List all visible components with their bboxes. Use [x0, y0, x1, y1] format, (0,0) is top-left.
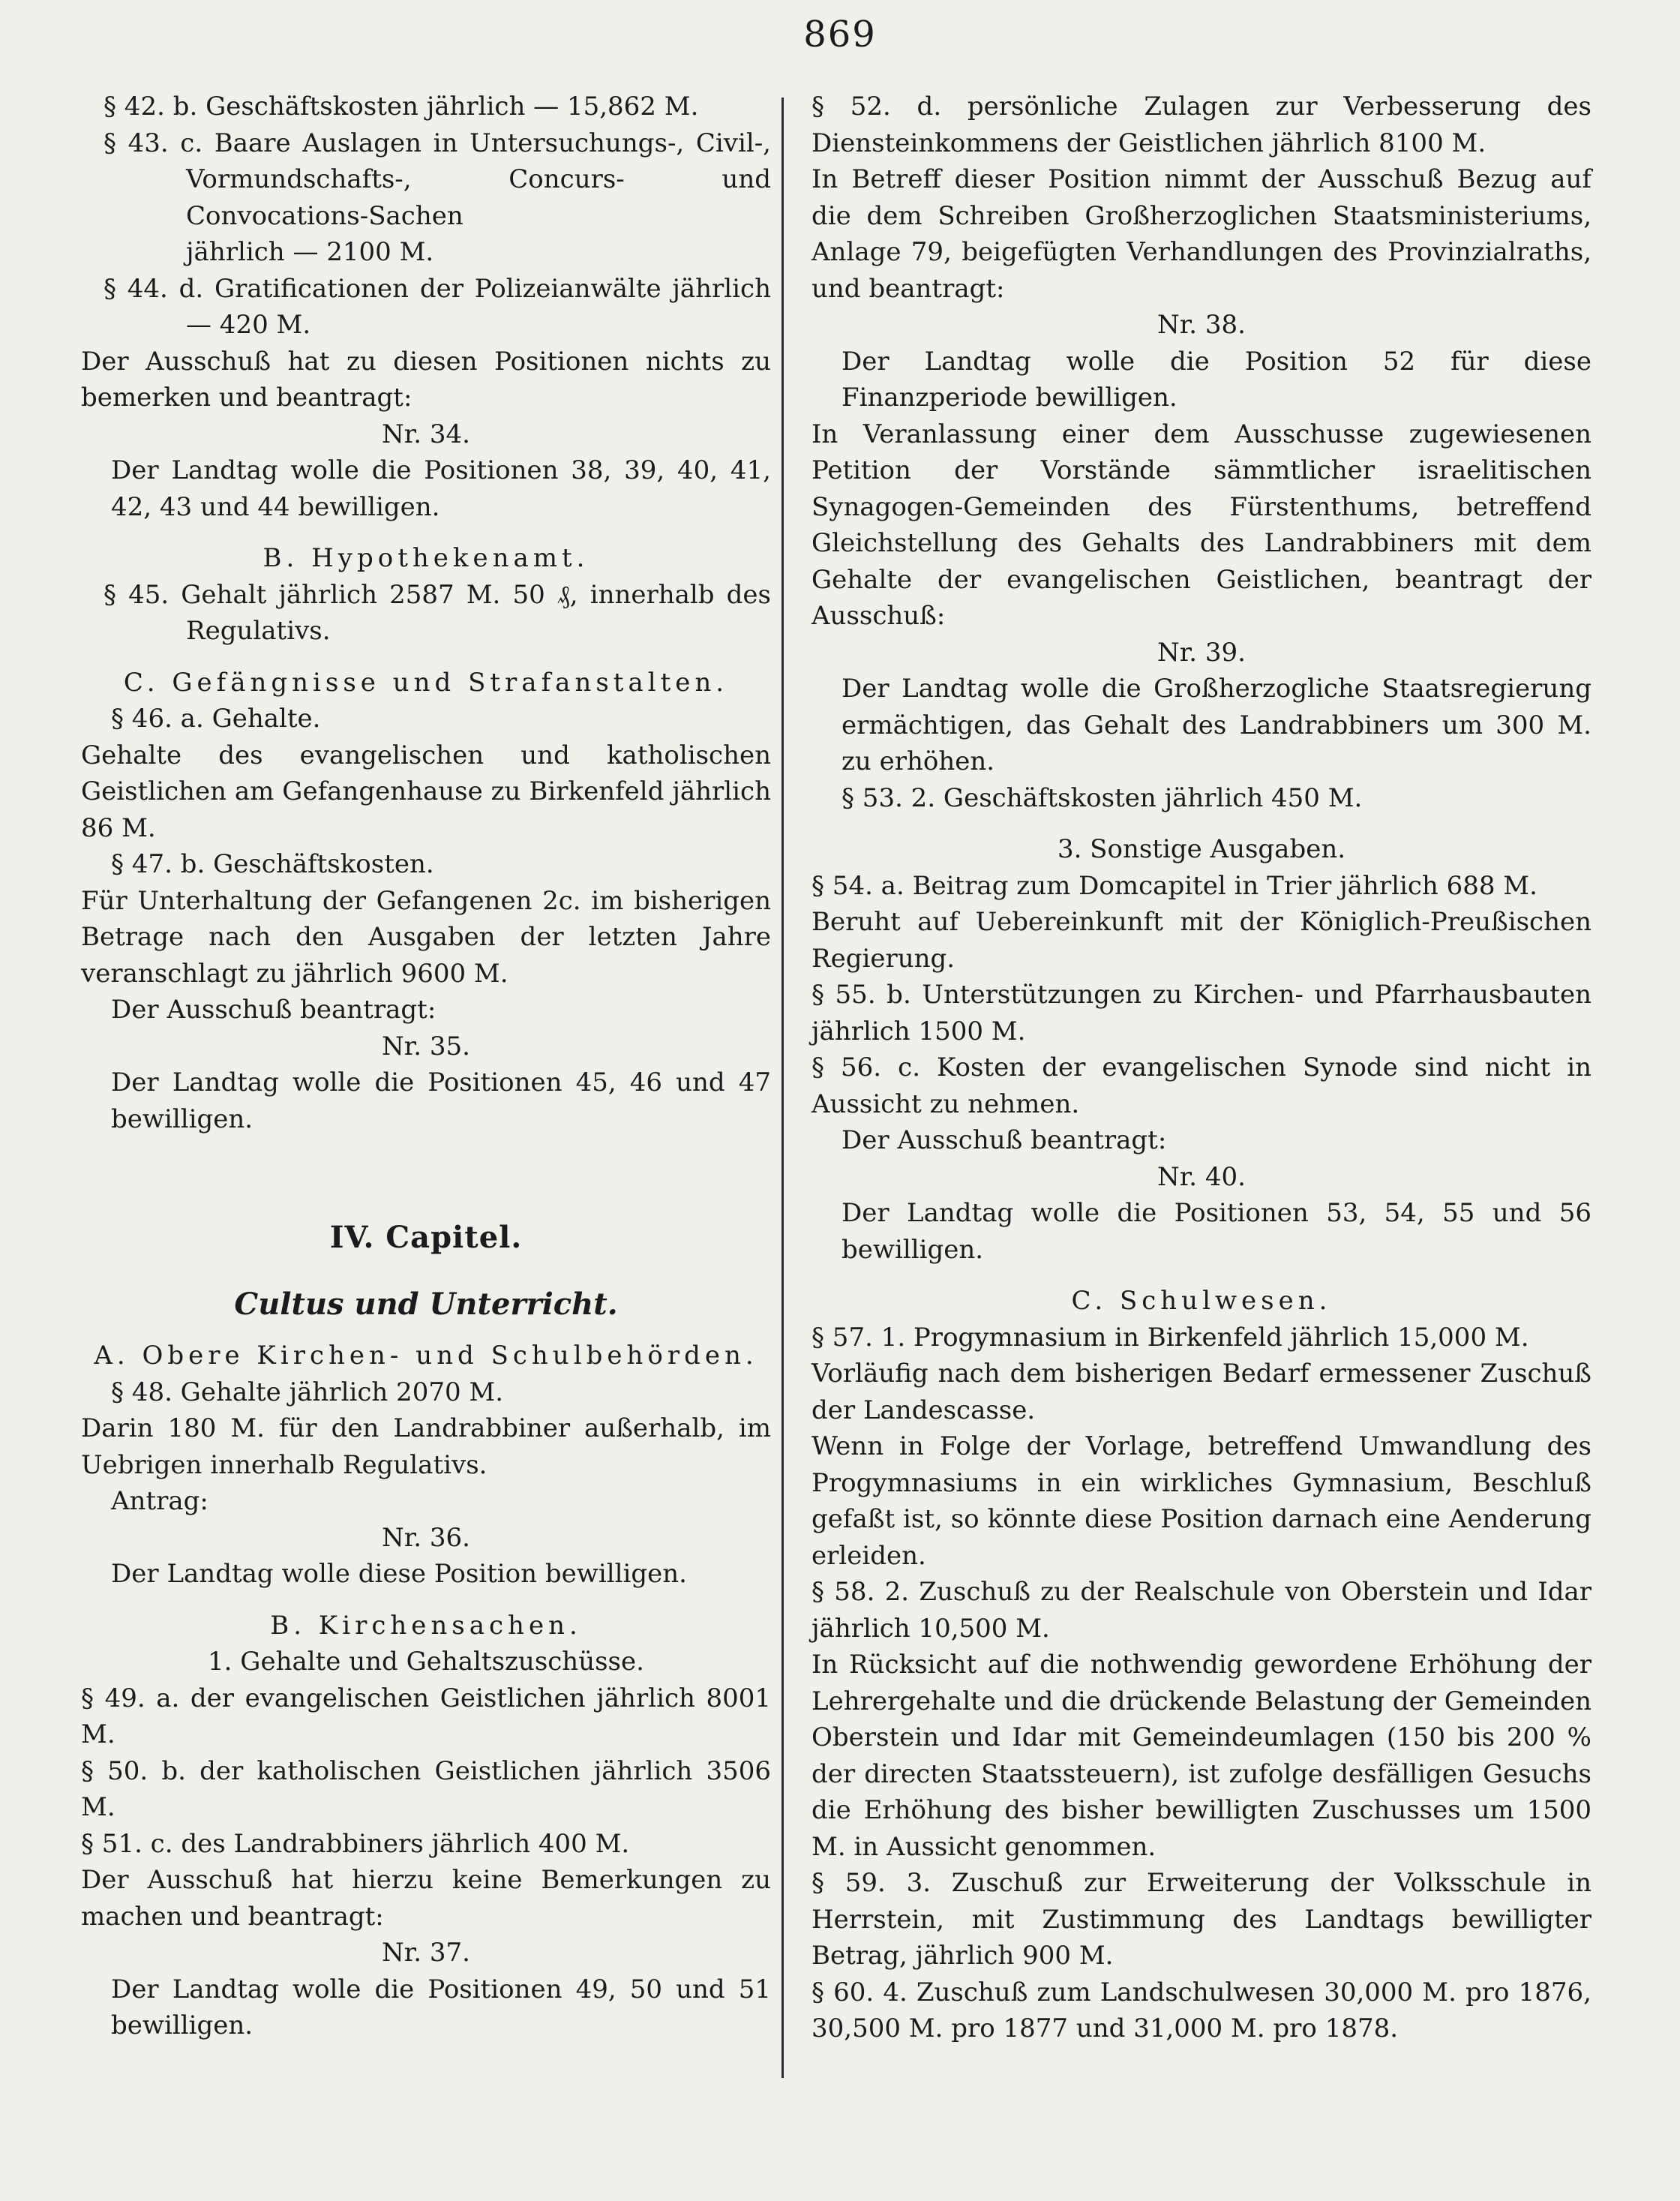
motion-number: Nr. 35. [382, 1031, 470, 1061]
paragraph: Vorläufig nach dem bisherigen Bedarf ermessener Zuschuß der Landescasse. [812, 1359, 1592, 1425]
paragraph: Darin 180 M. für den Landrabbiner außerhalb, im Uebrigen innerhalb Regulativs. [81, 1413, 771, 1480]
chapter-title: IV. Capitel. [329, 1220, 523, 1255]
paragraph: § 56. c. Kosten der evangelischen Synode sind nicht in Aussicht zu nehmen. [812, 1052, 1592, 1119]
motion-text: Der Landtag wolle die Großherzogliche Staatsregierung ermächtigen, das Gehalt des Landrabbiners um 300 M. zu erhöhen. [842, 674, 1592, 776]
motion-number: Nr. 38. [1157, 310, 1246, 340]
spacer [81, 1323, 771, 1338]
motion-number: Nr. 34. [382, 419, 470, 449]
column-divider [782, 98, 784, 2078]
page-number: 869 [803, 14, 877, 56]
paragraph: Der Ausschuß hat hierzu keine Bemerkungen zu machen und beantragt: [81, 1865, 771, 1932]
paragraph: Gehalte des evangelischen und katholischen Geistlichen am Gefangenhause zu Birkenfeld jährlich 86 M. [81, 740, 771, 843]
section-entry: § 43. c. Baare Auslagen in Untersuchungs-, Civil-, Vormundschafts-, Concurs- und Convocations-Sachen [104, 128, 771, 231]
section-entry: § 44. d. Gratificationen der Polizeianwälte jährlich — 420 M. [104, 273, 771, 340]
paragraph: § 52. d. persönliche Zulagen zur Verbesserung des Diensteinkommens der Geistlichen jährlich 8100 M. [812, 92, 1592, 158]
section-heading: A. Obere Kirchen- und Schulbehörden. [94, 1341, 758, 1371]
paragraph: § 59. 3. Zuschuß zur Erweiterung der Volksschule in Herrstein, mit Zustimmung des Landtags bewilligter Betrag, jährlich 900 M. [812, 1868, 1592, 1971]
paragraph: § 53. 2. Geschäftskosten jährlich 450 M. [842, 782, 1363, 813]
paragraph: § 58. 2. Zuschuß zu der Realschule von Oberstein und Idar jährlich 10,500 M. [812, 1577, 1592, 1644]
motion-number: Nr. 40. [1157, 1161, 1246, 1192]
paragraph: § 49. a. der evangelischen Geistlichen jährlich 8001 M. [81, 1683, 771, 1749]
paragraph: § 54. a. Beitrag zum Domcapitel in Trier jährlich 688 M. [812, 870, 1538, 901]
motion-number: Nr. 39. [1157, 637, 1246, 668]
spacer [81, 1257, 771, 1287]
paragraph: § 48. Gehalte jährlich 2070 M. [111, 1377, 504, 1407]
subheading: 3. Sonstige Ausgaben. [1057, 834, 1346, 864]
paragraph: § 47. b. Geschäftskosten. [111, 849, 434, 879]
section-heading: C. Gefängnisse und Strafanstalten. [123, 667, 729, 698]
paragraph: § 57. 1. Progymnasium in Birkenfeld jährlich 15,000 M. [812, 1322, 1529, 1353]
paragraph: § 50. b. der katholischen Geistlichen jährlich 3506 M. [81, 1755, 771, 1822]
paragraph: § 60. 4. Zuschuß zum Landschulwesen 30,000 M. pro 1876, 30,500 M. pro 1877 und 31,000 M. pro 1878. [812, 1977, 1592, 2043]
motion-number: Nr. 37. [382, 1938, 470, 1968]
paragraph: Wenn in Folge der Vorlage, betreffend Umwandlung des Progymnasiums in ein wirkliches Gymnasium, Beschluß gefaßt ist, so könnte diese Position darnach eine Aenderung erleiden. [812, 1431, 1592, 1571]
spacer [81, 1593, 771, 1608]
paragraph: § 55. b. Unterstützungen zu Kirchen- und Pfarrhausbauten jährlich 1500 M. [812, 980, 1592, 1046]
paragraph: Für Unterhaltung der Gefangenen 2c. im bisherigen Betrage nach den Ausgaben der letzten Jahre veranschlagt zu jährlich 9600 M. [81, 885, 771, 989]
paragraph: § 46. a. Gehalte. [111, 704, 321, 734]
motion-text: Der Landtag wolle diese Position bewilligen. [111, 1559, 687, 1589]
spacer [81, 650, 771, 665]
paragraph: § 51. c. des Landrabbiners jährlich 400 M. [81, 1828, 630, 1859]
motion-text: Der Landtag wolle die Positionen 45, 46 und 47 bewilligen. [111, 1067, 771, 1134]
paragraph: Der Ausschuß beantragt: [842, 1125, 1167, 1155]
paragraph: In Rücksicht auf die nothwendig gewordene Erhöhung der Lehrergehalte und die drückende Belastung der Gemeinden Oberstein und Idar mit Gemeindeumlagen (150 bis 200 % der directen Staatssteuern), ist zufolge desfälligen Gesuchs die Erhöhung des bisher bewilligten Zuschusses um 1500 M. in Aussicht genommen. [812, 1650, 1592, 1862]
motion-text: Der Landtag wolle die Positionen 49, 50 und 51 bewilligen. [111, 1974, 771, 2040]
motion-text: Der Landtag wolle die Positionen 38, 39, 40, 41, 42, 43 und 44 bewilligen. [111, 455, 771, 522]
section-heading: C. Schulwesen. [1071, 1286, 1332, 1316]
chapter-subtitle: Cultus und Unterricht. [234, 1286, 618, 1322]
section-heading: B. Kirchensachen. [270, 1610, 582, 1641]
paragraph: Der Ausschuß hat zu diesen Positionen nichts zu bemerken und beantragt: [81, 346, 771, 413]
spacer [81, 1137, 771, 1220]
paragraph: jährlich — 2100 M. [186, 237, 434, 267]
motion-text: Der Landtag wolle die Positionen 53, 54, 55 und 56 bewilligen. [842, 1198, 1592, 1265]
motion-text: Der Landtag wolle die Position 52 für diese Finanzperiode bewilligen. [842, 346, 1592, 413]
paragraph: Beruht auf Uebereinkunft mit der Königlich-Preußischen Regierung. [812, 907, 1592, 974]
section-entry: § 45. Gehalt jährlich 2587 M. 50 ₰, innerhalb des Regulativs. [104, 579, 771, 646]
spacer [812, 816, 1592, 831]
column-left [81, 89, 771, 2044]
subheading: 1. Gehalte und Gehaltszuschüsse. [208, 1647, 644, 1677]
spacer [81, 525, 771, 540]
column-right [812, 89, 1592, 2047]
paragraph: Antrag: [111, 1486, 208, 1516]
paragraph: In Betreff dieser Position nimmt der Ausschuß Bezug auf die dem Schreiben Großherzoglichen Staatsministeriums, Anlage 79, beigefügten Verhandlungen des Provinzialraths, und beantragt: [812, 164, 1592, 304]
section-entry: § 42. b. Geschäftskosten jährlich — 15,862 M. [104, 92, 699, 122]
section-heading: B. Hypothekenamt. [262, 543, 590, 573]
paragraph: Der Ausschuß beantragt: [111, 995, 436, 1025]
motion-number: Nr. 36. [382, 1522, 470, 1553]
spacer [812, 1268, 1592, 1283]
paragraph: In Veranlassung einer dem Ausschusse zugewiesenen Petition der Vorstände sämmtlicher israelitischen Synagogen-Gemeinden des Fürstenthums, betreffend Gleichstellung des Gehalts des Landrabbiners mit dem Gehalte der evangelischen Geistlichen, beantragt der Ausschuß: [812, 419, 1592, 631]
